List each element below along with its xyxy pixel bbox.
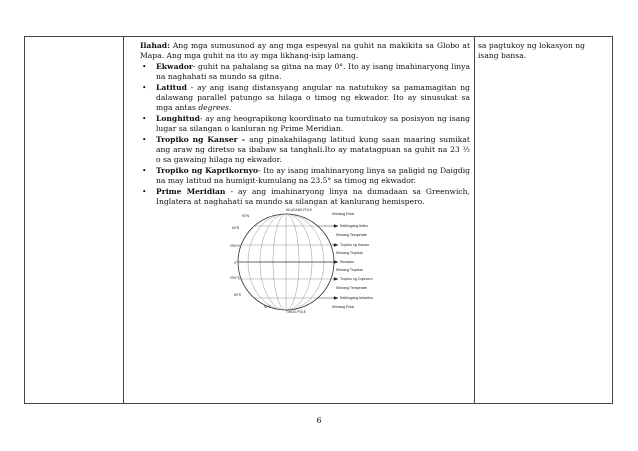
intro-paragraph bbox=[140, 41, 470, 62]
term: Tropiko ng Kanser – bbox=[156, 134, 246, 144]
bullet-icon: • bbox=[142, 165, 147, 175]
pole-top-label: HILAGANG POLE bbox=[286, 208, 312, 212]
arrow-head-icon bbox=[334, 297, 338, 300]
bullet-icon: • bbox=[142, 82, 147, 92]
bullet-icon: • bbox=[142, 113, 147, 123]
zone-label: Tropiko ng Caprcorn bbox=[340, 277, 373, 281]
intro-text: Ang mga sumusunod ay ang mga espesyal na guhit na makikita sa Globo at Mapa. Ang mga guhit na ito ay mga likhang-isip lamang. bbox=[140, 41, 470, 61]
term: Prime Meridian bbox=[156, 186, 226, 196]
zone-label: Kabilugang Artiko bbox=[340, 224, 368, 228]
zone-label: Ekwador bbox=[340, 260, 354, 264]
column-divider-left bbox=[123, 37, 124, 403]
term: Tropiko ng Kaprikornyo bbox=[156, 165, 259, 175]
term: Longhitud bbox=[156, 113, 200, 123]
term-list bbox=[140, 62, 470, 208]
arrow-head-icon bbox=[334, 278, 338, 281]
definition: - ay ang imahinaryong linya na dumadaan sa Greenwich, Inglatera at naghahati sa mundo sa silangan at kanlurang hemispero. bbox=[156, 186, 470, 207]
bullet-icon: • bbox=[142, 134, 147, 144]
zone-label: Klimang Tropikal bbox=[336, 251, 363, 255]
pole-bottom-label: TIMOG POLE bbox=[286, 310, 306, 314]
arrow-head-icon bbox=[334, 261, 338, 264]
list-item bbox=[142, 61, 470, 83]
zone-label: Klimang Polar bbox=[332, 212, 355, 216]
arrow-head-icon bbox=[334, 225, 338, 228]
term: Latitud bbox=[156, 82, 187, 92]
definition: - guhit na pahalang sa gitna na may 0°. Ito ay isang imahinaryong linya na naghahati sa mundo sa gitna. bbox=[156, 61, 470, 82]
definition: - ay ang heograpikong koordinato na tumutukoy sa posisyon ng isang lugar sa silangan o kanluran ng Prime Meridian. bbox=[156, 113, 470, 134]
list-item bbox=[142, 134, 470, 166]
definition: ang pinakahilagang latitud kung saan maaring sumikat ang araw ng diretso sa ibabaw sa tanghali.Ito ay matatagpuan sa guhit na 23 ½ o sa gawaing hilaga ng ekwador. bbox=[156, 134, 470, 165]
right-column-text: sa pagtukoy ng lokasyon ng isang bansa. bbox=[478, 41, 586, 61]
left-latitude-label: 90°N bbox=[242, 214, 250, 218]
definition-emphasis: degrees. bbox=[198, 103, 232, 113]
left-latitude-label: 60°N bbox=[232, 226, 240, 230]
definition: - Ito ay isang imahinaryong linya sa paligid ng Daigdig na may latitud na humigit-kumulang na 23.5° sa timog ng ekwador. bbox=[156, 165, 470, 186]
list-item bbox=[142, 165, 470, 187]
list-item bbox=[142, 113, 470, 135]
list-item bbox=[142, 186, 470, 208]
left-latitude-label: 0° bbox=[234, 261, 238, 265]
zone-label: Kabilugang Antartiko bbox=[340, 296, 373, 300]
left-latitude-label: 23½°N bbox=[230, 244, 240, 248]
column-divider-right bbox=[474, 37, 475, 403]
intro-label: Ilahad: bbox=[140, 41, 170, 50]
term: Ekwador bbox=[156, 61, 193, 71]
list-item bbox=[142, 82, 470, 114]
lesson-content bbox=[140, 41, 470, 208]
left-latitude-label: 60°S bbox=[234, 293, 241, 297]
zone-label: Klimang Temperate bbox=[336, 286, 367, 290]
zone-label: Klimang Polar bbox=[332, 305, 355, 309]
definition: - ay ang isang distansyang angular na natutukoy sa pamamagitan ng dalawang parallel patungo sa hilaga o timog ng ekwador. Ito ay sinusukat sa mga antas bbox=[156, 82, 470, 113]
zone-label: Klimang Tropikal bbox=[336, 268, 363, 272]
left-latitude-label: 23½°S bbox=[230, 276, 240, 280]
globe-latitude-diagram bbox=[224, 207, 394, 314]
arrow-head-icon bbox=[334, 244, 338, 247]
zone-label: Tropiko ng Kanser bbox=[340, 243, 370, 247]
zone-label: Klimang Temperate bbox=[336, 233, 367, 237]
bullet-icon: • bbox=[142, 61, 147, 71]
bullet-icon: • bbox=[142, 186, 147, 196]
page-number: 6 bbox=[316, 416, 322, 425]
left-latitude-label: 90°S bbox=[264, 305, 271, 309]
